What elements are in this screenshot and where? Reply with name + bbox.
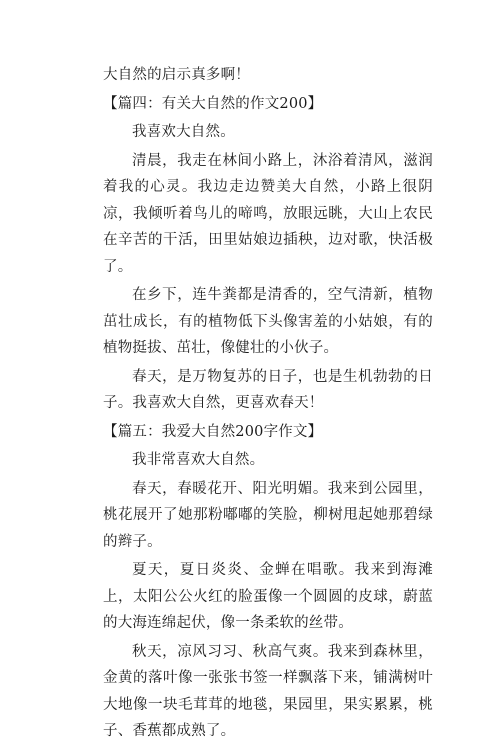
paragraph: 在乡下，连牛粪都是清香的，空气清新，植物茁壮成长，有的植物低下头像害羞的小姑娘，有的植物挺拔、茁壮，像健壮的小伙子。 xyxy=(103,287,433,356)
paragraph: 夏天，夏日炎炎、金蝉在唱歌。我来到海滩上，太阳公公火红的脸蛋像一个圆圆的皮球，蔚蓝的大海连绵起伏，像一条柔软的丝带。 xyxy=(103,562,433,631)
closing-line: 大自然的启示真多啊！ xyxy=(103,67,250,83)
document-body xyxy=(103,62,433,745)
paragraph: 我非常喜欢大自然。 xyxy=(132,452,265,468)
paragraph: 春天，春暖花开、阳光明媚。我来到公园里，桃花展开了她那粉嘟嘟的笑脸，柳树甩起她那碧绿的辫子。 xyxy=(103,480,433,550)
paragraph: 我喜欢大自然。 xyxy=(132,124,235,140)
paragraph: 清晨，我走在林间小路上，沐浴着清风，滋润着我的心灵。我边走边赞美大自然，小路上很阴凉，我倾听着鸟儿的啼鸣，放眼远眺，大山上农民在辛苦的干活，田里姑娘边插秧，边对歌，快活极了。 xyxy=(103,152,433,275)
section-heading-4: 【篇四：有关大自然的作文200】 xyxy=(103,95,323,112)
section-heading-5: 【篇五：我爱大自然200字作文】 xyxy=(103,423,323,440)
paragraph: 秋天，凉风习习、秋高气爽。我来到森林里，金黄的落叶像一张张书签一样飘落下来，铺满树叶大地像一块毛茸茸的地毯，果园里，果实累累，桃子、香蕉都成熟了。 xyxy=(103,643,433,739)
paragraph: 春天，是万物复苏的日子，也是生机勃勃的日子。我喜欢大自然，更喜欢春天！ xyxy=(103,368,433,411)
